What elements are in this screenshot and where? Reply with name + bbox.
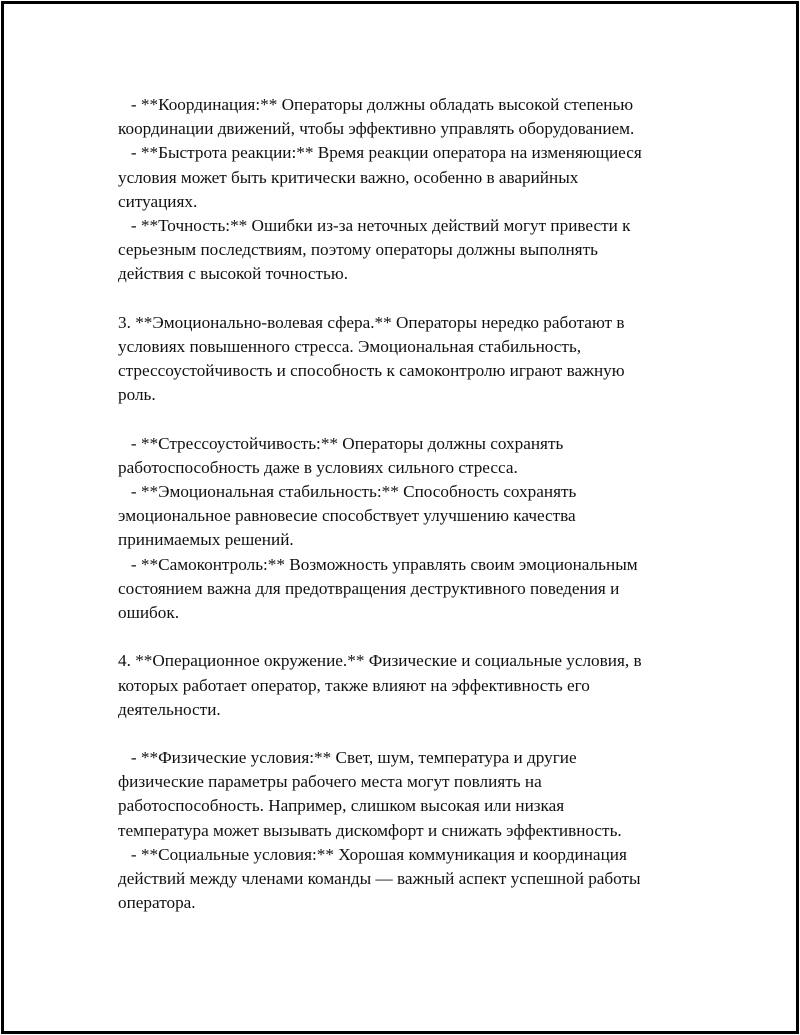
text-line: - **Эмоциональная стабильность:** Способность сохранять [118,482,577,501]
text-line: - **Точность:** Ошибки из-за неточных действий могут привести к [118,215,631,235]
paragraph-environment-items [118,746,698,915]
paragraph-emotional-items [118,432,698,626]
paragraph-gap [118,625,698,649]
paragraph-gap [118,407,698,431]
text-line: 4. **Операционное окружение.** Физические и социальные условия, в [118,651,642,671]
text-line: координации движений, чтобы эффективно управлять оборудованием. [118,119,635,139]
paragraph-gap [118,722,698,746]
text-line: ошибок. [118,602,180,622]
text-line: - **Физические условия:** Свет, шум, температура и другие [118,748,577,768]
text-line: деятельности. [118,699,221,719]
text-line: принимаемых решений. [118,530,294,550]
text-line: работоспособность даже в условиях сильного стресса. [118,457,518,477]
text-line: действий между членами команды — важный аспект успешной работы [118,869,641,888]
text-line: температура может вызывать дискомфорт и снижать эффективность. [118,820,622,840]
text-line: роль. [118,385,156,405]
paragraph-gap [118,287,698,311]
text-line: действия с высокой точностью. [118,264,349,284]
text-line: ситуациях. [118,191,198,211]
text-line: стрессоустойчивость и способность к самоконтролю играют важную [118,361,625,381]
text-line: условия может быть критически важно, особенно в аварийных [118,167,579,187]
text-line: 3. **Эмоционально-волевая сфера.** Операторы нередко работают в [118,312,625,332]
paragraph-skills [118,93,698,287]
text-line: состоянием важна для предотвращения деструктивного поведения и [118,578,620,598]
text-line: - **Координация:** Операторы должны обладать высокой степенью [118,95,634,114]
text-line: - **Самоконтроль:** Возможность управлять своим эмоциональным [118,554,638,574]
text-line: серьезным последствиям, поэтому операторы должны выполнять [118,240,598,260]
text-line: - **Быстрота реакции:** Время реакции оператора на изменяющиеся [118,143,642,163]
paragraph-emotional-sphere [118,311,698,408]
text-line: условиях повышенного стресса. Эмоциональная стабильность, [118,336,582,356]
paragraph-operational-environment [118,649,698,722]
text-line: оператора. [118,893,196,913]
document-body [118,93,698,915]
text-line: эмоциональное равновесие способствует улучшению качества [118,506,576,526]
text-line: физические параметры рабочего места могут повлиять на [118,772,542,792]
text-line: работоспособность. Например, слишком высокая или низкая [118,796,565,816]
text-line: - **Стрессоустойчивость:** Операторы должны сохранять [118,433,564,453]
text-line: - **Социальные условия:** Хорошая коммуникация и координация [118,844,627,864]
text-line: которых работает оператор, также влияют на эффективность его [118,675,590,695]
